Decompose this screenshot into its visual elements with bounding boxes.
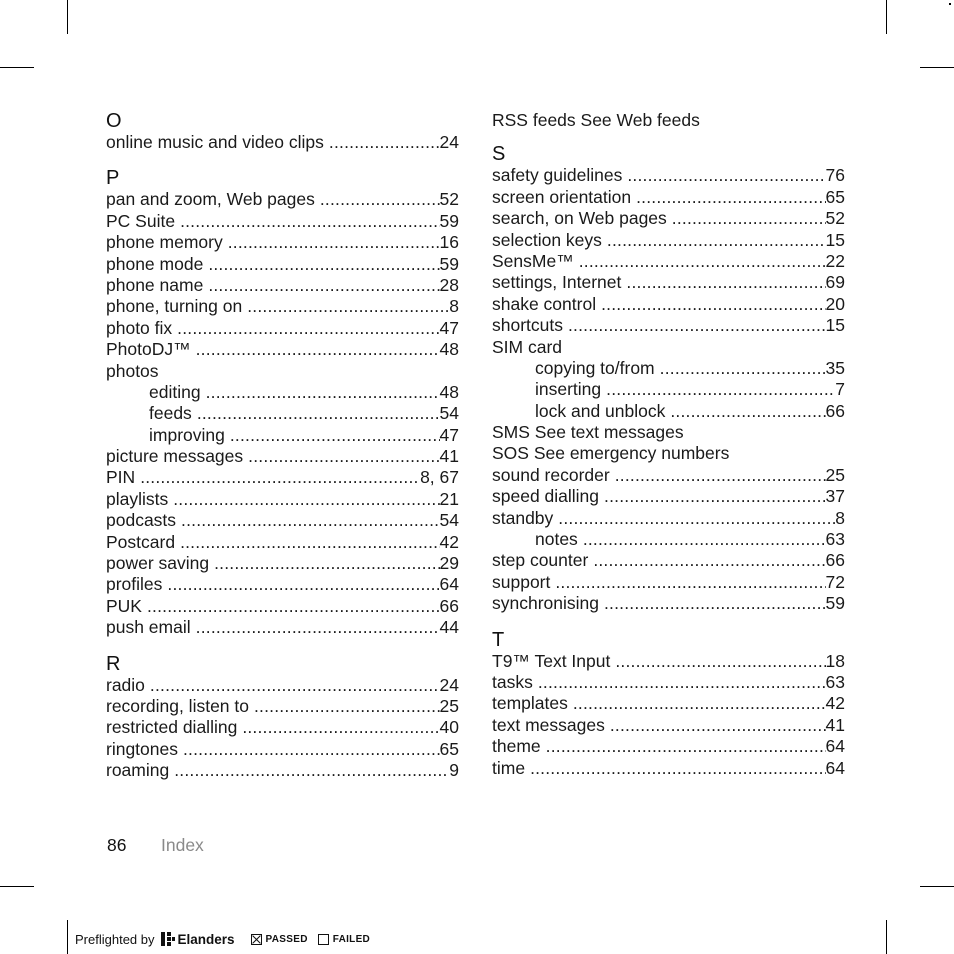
index-page-ref: 54 — [439, 403, 459, 424]
index-page-ref: 66 — [439, 595, 459, 616]
dot-leader — [183, 739, 440, 760]
dot-leader — [607, 230, 826, 251]
index-term: photos — [106, 360, 159, 381]
index-term: PhotoDJ™ — [106, 339, 191, 360]
index-entry — [492, 758, 845, 779]
index-entry — [492, 715, 845, 736]
index-term: speed dialling — [492, 486, 600, 507]
index-page-ref: 72 — [825, 571, 845, 592]
index-term: editing — [149, 381, 201, 402]
failed-checkbox-icon — [318, 934, 329, 945]
dot-leader — [320, 189, 440, 210]
index-page-ref: 63 — [825, 671, 845, 692]
index-page-ref: 40 — [439, 717, 459, 738]
crop-mark — [67, 920, 68, 954]
index-entry — [106, 211, 459, 232]
index-term: tasks — [492, 671, 533, 692]
index-term: sound recorder — [492, 464, 610, 485]
dot-leader — [593, 550, 825, 571]
dot-leader — [660, 358, 826, 379]
dot-leader — [197, 403, 440, 424]
index-entry — [106, 617, 459, 638]
index-page-ref: 48 — [439, 339, 459, 360]
registration-dot — [949, 3, 951, 5]
index-entry — [106, 675, 459, 696]
index-term: T9™ Text Input — [492, 650, 611, 671]
index-entry — [492, 572, 845, 593]
failed-label: FAILED — [332, 933, 371, 945]
index-entry — [106, 717, 459, 738]
index-page-ref: 8, 67 — [420, 467, 459, 488]
index-page-ref: 59 — [439, 210, 459, 231]
dot-leader — [672, 208, 826, 229]
dot-leader — [583, 529, 826, 550]
index-term: inserting — [535, 379, 602, 400]
index-term: pan and zoom, Web pages — [106, 189, 315, 210]
index-page-ref: 42 — [825, 693, 845, 714]
index-page-ref: 41 — [439, 446, 459, 467]
index-term: online music and video clips — [106, 132, 324, 152]
index-term: text messages — [492, 714, 605, 735]
index-entry — [492, 294, 845, 315]
index-page-ref: 24 — [439, 132, 459, 152]
index-page-ref: 69 — [825, 272, 845, 293]
index-column-right — [492, 110, 845, 779]
index-term: SOS See emergency numbers — [492, 443, 730, 464]
index-entry — [492, 550, 845, 571]
index-term: search, on Web pages — [492, 208, 667, 229]
index-page-ref: 52 — [825, 208, 845, 229]
index-term: Postcard — [106, 531, 176, 552]
dot-leader — [604, 486, 826, 507]
index-page-ref: 15 — [825, 229, 845, 250]
dot-leader — [150, 675, 440, 696]
index-term: power saving — [106, 553, 210, 574]
index-entry — [106, 489, 459, 510]
index-page-ref: 20 — [825, 293, 845, 314]
index-cross-reference: RSS feeds See Web feeds — [492, 110, 700, 130]
index-term: copying to/from — [535, 357, 655, 378]
index-page-ref: 41 — [825, 714, 845, 735]
index-term: SIM card — [492, 336, 563, 357]
preflight-label: Preflighted by — [75, 931, 155, 947]
dot-leader — [568, 315, 826, 336]
index-page-ref: 63 — [825, 529, 845, 550]
dot-leader — [546, 736, 826, 757]
elanders-logo-icon — [161, 932, 175, 946]
dot-leader — [601, 294, 825, 315]
crop-mark — [886, 920, 887, 954]
index-entry — [492, 187, 845, 208]
index-page-ref: 66 — [825, 550, 845, 571]
dot-leader — [196, 339, 440, 360]
index-entry — [492, 422, 845, 443]
index-page-ref: 21 — [439, 488, 459, 509]
dot-leader — [177, 318, 439, 339]
index-term: standby — [492, 507, 554, 528]
index-term: restricted dialling — [106, 717, 238, 738]
index-term: PIN — [106, 467, 136, 488]
dot-leader — [627, 165, 825, 186]
crop-mark — [0, 886, 34, 887]
index-page-ref: 59 — [439, 253, 459, 274]
index-entry — [492, 315, 845, 336]
index-term: radio — [106, 674, 145, 695]
index-entry — [106, 739, 459, 760]
index-entry — [106, 296, 459, 317]
dot-leader — [180, 211, 439, 232]
dot-leader — [604, 593, 826, 614]
index-entry — [492, 443, 845, 464]
index-entry — [492, 272, 845, 293]
index-page-ref: 29 — [439, 553, 459, 574]
index-entry — [492, 230, 845, 251]
dot-leader — [615, 465, 826, 486]
index-subentry — [492, 379, 845, 400]
dot-leader — [140, 467, 420, 488]
dot-leader — [214, 553, 439, 574]
index-page-ref: 52 — [439, 189, 459, 210]
index-term: phone memory — [106, 232, 223, 253]
index-entry — [106, 532, 459, 553]
index-page-ref: 24 — [439, 674, 459, 695]
index-term: podcasts — [106, 510, 177, 531]
dot-leader — [180, 532, 439, 553]
index-entry — [492, 465, 845, 486]
index-entry — [106, 318, 459, 339]
index-entry — [492, 593, 845, 614]
dot-leader — [530, 758, 825, 779]
index-page-ref: 8 — [449, 296, 459, 317]
dot-leader — [636, 187, 825, 208]
dot-leader — [247, 296, 449, 317]
index-subentry — [106, 382, 459, 403]
dot-leader — [181, 510, 439, 531]
dot-leader — [555, 572, 825, 593]
index-term: step counter — [492, 550, 589, 571]
index-page-ref: 35 — [825, 357, 845, 378]
index-entry — [106, 232, 459, 253]
index-page-ref: 9 — [449, 760, 459, 781]
index-page-ref: 25 — [439, 695, 459, 716]
index-letter-heading: P — [106, 167, 120, 190]
index-entry — [492, 208, 845, 229]
index-entry — [106, 596, 459, 617]
index-entry — [106, 254, 459, 275]
index-letter-heading: S — [492, 143, 506, 166]
index-entry — [106, 446, 459, 467]
index-page-ref: 47 — [439, 317, 459, 338]
index-entry — [106, 553, 459, 574]
index-term: settings, Internet — [492, 272, 622, 293]
index-page-ref: 22 — [825, 250, 845, 271]
index-term: phone, turning on — [106, 296, 243, 317]
preflight-brand: Elanders — [177, 931, 235, 947]
index-entry — [492, 337, 845, 358]
index-page-ref: 44 — [439, 617, 459, 638]
index-entry — [106, 467, 459, 488]
index-page-ref: 65 — [439, 738, 459, 759]
index-term: picture messages — [106, 446, 244, 467]
index-entry — [492, 165, 845, 186]
dot-leader — [248, 446, 439, 467]
index-page-ref: 25 — [825, 464, 845, 485]
index-entry — [106, 574, 459, 595]
index-page-ref: 48 — [439, 381, 459, 402]
index-term: theme — [492, 736, 541, 757]
dot-leader — [208, 275, 439, 296]
index-entry — [106, 275, 459, 296]
index-entry — [106, 132, 459, 153]
index-term: notes — [535, 529, 578, 550]
dot-leader — [610, 715, 826, 736]
index-term: shake control — [492, 293, 597, 314]
dot-leader — [558, 508, 835, 529]
dot-leader — [538, 672, 826, 693]
index-term: PUK — [106, 595, 142, 616]
index-term: roaming — [106, 760, 170, 781]
index-term: support — [492, 571, 551, 592]
index-letter-heading: T — [492, 628, 505, 651]
index-page-ref: 18 — [825, 650, 845, 671]
dot-leader — [573, 693, 826, 714]
dot-leader — [206, 382, 440, 403]
index-page-ref: 15 — [825, 315, 845, 336]
crop-mark — [67, 0, 68, 34]
index-page-ref: 64 — [439, 574, 459, 595]
index-term: SensMe™ — [492, 250, 574, 271]
index-page-ref: 42 — [439, 531, 459, 552]
index-term: push email — [106, 617, 191, 638]
dot-leader — [147, 596, 440, 617]
index-term: profiles — [106, 574, 163, 595]
index-page-ref: 7 — [835, 379, 845, 400]
index-page-ref: 64 — [825, 757, 845, 778]
index-page-ref: 66 — [825, 400, 845, 421]
index-entry — [492, 693, 845, 714]
index-subentry — [492, 401, 845, 422]
index-page-ref: 47 — [439, 424, 459, 445]
dot-leader — [254, 696, 440, 717]
index-term: recording, listen to — [106, 695, 249, 716]
dot-leader — [167, 574, 439, 595]
index-entry — [106, 696, 459, 717]
index-subentry — [492, 529, 845, 550]
index-letter-heading: O — [106, 110, 122, 132]
index-page-ref: 76 — [825, 165, 845, 186]
section-name: Index — [161, 835, 204, 855]
index-term: safety guidelines — [492, 165, 623, 186]
dot-leader — [615, 651, 825, 672]
index-term: playlists — [106, 488, 169, 509]
index-term: selection keys — [492, 229, 602, 250]
index-entry — [106, 189, 459, 210]
passed-checkbox-icon — [251, 934, 262, 945]
index-entry — [492, 672, 845, 693]
index-column-left — [106, 110, 459, 782]
index-term: time — [492, 757, 526, 778]
index-entry — [106, 760, 459, 781]
index-entry — [106, 510, 459, 531]
dot-leader — [228, 232, 440, 253]
index-term: synchronising — [492, 593, 599, 614]
dot-leader — [606, 379, 835, 400]
index-term: improving — [149, 424, 225, 445]
index-page-ref: 16 — [439, 232, 459, 253]
index-page-ref: 54 — [439, 510, 459, 531]
dot-leader — [626, 272, 825, 293]
index-page-ref: 59 — [825, 593, 845, 614]
index-entry — [492, 736, 845, 757]
index-page-ref: 8 — [835, 507, 845, 528]
index-entry — [492, 651, 845, 672]
index-entry — [106, 361, 459, 382]
dot-leader — [230, 425, 440, 446]
index-term: shortcuts — [492, 315, 563, 336]
crop-mark — [886, 0, 887, 34]
index-subentry — [492, 358, 845, 379]
crop-mark — [920, 67, 954, 68]
index-subentry — [106, 425, 459, 446]
index-letter-heading: R — [106, 652, 121, 675]
dot-leader — [579, 251, 826, 272]
index-entry — [492, 508, 845, 529]
index-term: SMS See text messages — [492, 422, 684, 443]
passed-label: PASSED — [265, 933, 308, 945]
index-term: phone mode — [106, 253, 204, 274]
index-term: ringtones — [106, 738, 178, 759]
index-term: feeds — [149, 403, 192, 424]
dot-leader — [329, 132, 440, 153]
dot-leader — [173, 489, 439, 510]
index-entry — [106, 339, 459, 360]
dot-leader — [196, 617, 440, 638]
index-page-ref: 28 — [439, 274, 459, 295]
index-term: photo fix — [106, 317, 173, 338]
dot-leader — [670, 401, 825, 422]
index-term: templates — [492, 693, 568, 714]
index-term: screen orientation — [492, 186, 632, 207]
index-entry — [492, 251, 845, 272]
crop-mark — [920, 886, 954, 887]
index-page-ref: 65 — [825, 186, 845, 207]
preflight-stamp — [75, 929, 380, 949]
index-term: PC Suite — [106, 210, 176, 231]
index-subentry — [106, 403, 459, 424]
index-entry — [492, 486, 845, 507]
index-page-ref: 37 — [825, 486, 845, 507]
crop-mark — [0, 67, 34, 68]
dot-leader — [208, 254, 439, 275]
index-term: lock and unblock — [535, 400, 666, 421]
index-page-ref: 64 — [825, 736, 845, 757]
index-term: phone name — [106, 274, 204, 295]
dot-leader — [242, 717, 439, 738]
dot-leader — [174, 760, 449, 781]
page-number: 86 — [107, 835, 127, 855]
